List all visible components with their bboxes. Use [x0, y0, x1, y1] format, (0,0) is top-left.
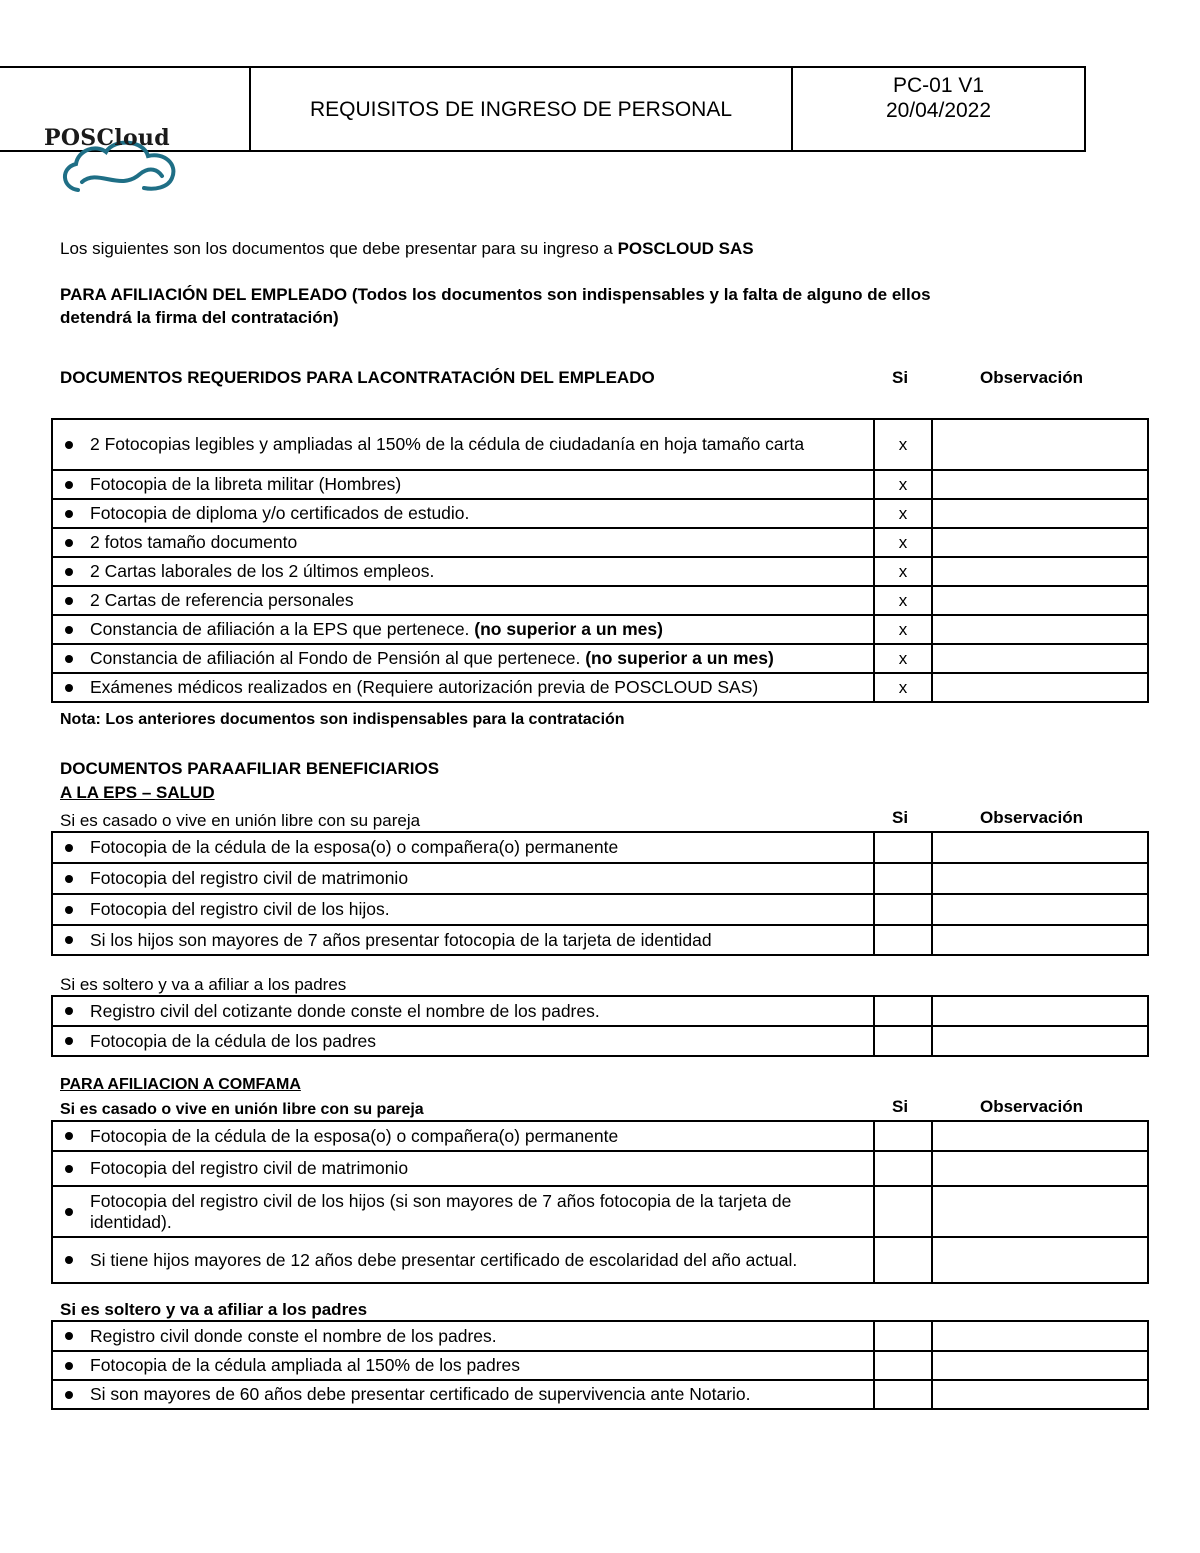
observacion-field[interactable]: [932, 586, 1148, 615]
bullet-icon: [65, 936, 73, 944]
comfama-col-si: Si: [892, 1097, 909, 1116]
observacion-field[interactable]: [932, 499, 1148, 528]
table-row: [52, 499, 1148, 528]
observacion-field[interactable]: [932, 1026, 1148, 1056]
table-row: [52, 1380, 1148, 1409]
row-text-emphasis: (no superior a un mes): [585, 648, 774, 668]
row-text: Fotocopia de la cédula de la esposa(o) o compañera(o) permanente: [90, 837, 619, 857]
table-row: [52, 996, 1148, 1026]
table-row: [52, 894, 1148, 925]
eps-single-label: Si es soltero y va a afiliar a los padres: [60, 975, 347, 994]
row-text: Fotocopia de la cédula ampliada al 150% de los padres: [90, 1355, 521, 1375]
si-checkbox[interactable]: x: [874, 644, 932, 673]
observacion-field[interactable]: [932, 996, 1148, 1026]
table-row: [52, 419, 1148, 470]
observacion-field[interactable]: [932, 1321, 1148, 1351]
table-row: [52, 615, 1148, 644]
eps-section-subheading: A LA EPS – SALUD: [60, 783, 215, 802]
observacion-field[interactable]: [932, 894, 1148, 925]
intro-paragraph: [60, 239, 754, 259]
eps-col-si: Si: [892, 808, 909, 827]
eps-single-table: [51, 995, 1149, 1057]
table-row: [52, 673, 1148, 702]
row-text: Exámenes médicos realizados en (Requiere autorización previa de POSCLOUD SAS): [90, 677, 759, 697]
bullet-icon: [65, 684, 73, 692]
bullet-icon: [65, 568, 73, 576]
observacion-field[interactable]: [932, 528, 1148, 557]
si-checkbox[interactable]: [874, 1121, 932, 1151]
comfama-married-table: [51, 1120, 1149, 1284]
si-checkbox[interactable]: [874, 1237, 932, 1283]
bullet-icon: [65, 1208, 73, 1216]
document-date: 20/04/2022: [885, 99, 992, 122]
row-text: Fotocopia del registro civil de los hijos (si son mayores de 7 años fotocopia de la tarjeta de identidad).: [90, 1190, 792, 1232]
row-text: Si son mayores de 60 años debe presentar certificado de supervivencia ante Notario.: [90, 1384, 751, 1404]
si-checkbox[interactable]: x: [874, 673, 932, 702]
bullet-icon: [65, 1007, 73, 1015]
comfama-col-observacion: Observación: [980, 1097, 1083, 1116]
si-checkbox[interactable]: [874, 996, 932, 1026]
observacion-field[interactable]: [932, 863, 1148, 894]
table-row: [52, 470, 1148, 499]
bullet-icon: [65, 481, 73, 489]
bullet-icon: [65, 1037, 73, 1045]
bullet-icon: [65, 441, 73, 449]
table-row: [52, 1121, 1148, 1151]
row-text: Registro civil del cotizante donde conste el nombre de los padres.: [90, 1000, 600, 1021]
observacion-field[interactable]: [932, 644, 1148, 673]
observacion-field[interactable]: [932, 673, 1148, 702]
affiliation-notice-line2: detendrá la firma del contratación): [60, 308, 339, 327]
bullet-icon: [65, 1391, 73, 1399]
table-row: [52, 863, 1148, 894]
row-text: Fotocopia de diploma y/o certificados de estudio.: [90, 503, 470, 523]
employee-documents-table: [51, 418, 1149, 703]
bullet-icon: [65, 1332, 73, 1340]
si-checkbox[interactable]: x: [874, 528, 932, 557]
row-text: Fotocopia del registro civil de matrimonio: [90, 1158, 409, 1178]
si-checkbox[interactable]: x: [874, 470, 932, 499]
si-checkbox[interactable]: x: [874, 419, 932, 470]
si-checkbox[interactable]: [874, 1186, 932, 1237]
header-code-cell: [793, 66, 1086, 152]
row-text: Si los hijos son mayores de 7 años presentar fotocopia de la tarjeta de identidad: [90, 929, 712, 950]
bullet-icon: [65, 655, 73, 663]
si-checkbox[interactable]: [874, 832, 932, 863]
si-checkbox[interactable]: [874, 1026, 932, 1056]
row-text: Fotocopia de la cédula de los padres: [90, 1030, 377, 1051]
bullet-icon: [65, 539, 73, 547]
si-checkbox[interactable]: [874, 1151, 932, 1186]
row-text-emphasis: (no superior a un mes): [474, 619, 663, 639]
observacion-field[interactable]: [932, 1380, 1148, 1409]
eps-married-label: Si es casado o vive en unión libre con su pareja: [60, 811, 421, 830]
intro-company: POSCLOUD SAS: [617, 239, 754, 258]
observacion-field[interactable]: [932, 1186, 1148, 1237]
observacion-field[interactable]: [932, 1151, 1148, 1186]
table-row: [52, 586, 1148, 615]
bullet-icon: [65, 1132, 73, 1140]
observacion-field[interactable]: [932, 1237, 1148, 1283]
bullet-icon: [65, 906, 73, 914]
si-checkbox[interactable]: [874, 894, 932, 925]
row-text: Fotocopia de la libreta militar (Hombres): [90, 474, 402, 494]
logo-text: POSCloud: [44, 125, 170, 151]
bullet-icon: [65, 510, 73, 518]
eps-section-heading: DOCUMENTOS PARAAFILIAR BENEFICIARIOS: [60, 759, 440, 778]
table-row: [52, 557, 1148, 586]
table-row: [52, 1237, 1148, 1283]
si-checkbox[interactable]: x: [874, 557, 932, 586]
observacion-field[interactable]: [932, 470, 1148, 499]
table-row: [52, 832, 1148, 863]
bullet-icon: [65, 626, 73, 634]
observacion-field[interactable]: [932, 832, 1148, 863]
row-text: 2 fotos tamaño documento: [90, 532, 298, 552]
table-row: [52, 1351, 1148, 1380]
employee-col-si: Si: [892, 368, 909, 387]
document-title: REQUISITOS DE INGRESO DE PERSONAL: [309, 98, 733, 121]
observacion-field[interactable]: [932, 925, 1148, 955]
table-row: [52, 1321, 1148, 1351]
eps-married-table: [51, 831, 1149, 956]
row-text: Registro civil donde conste el nombre de los padres.: [90, 1325, 497, 1346]
table-row: [52, 1026, 1148, 1056]
employee-note: Nota: Los anteriores documentos son indispensables para la contratación: [60, 711, 625, 728]
si-checkbox[interactable]: [874, 925, 932, 955]
observacion-field[interactable]: [932, 419, 1148, 470]
bullet-icon: [65, 1362, 73, 1370]
observacion-field[interactable]: [932, 615, 1148, 644]
table-row: [52, 528, 1148, 557]
bullet-icon: [65, 1165, 73, 1173]
si-checkbox[interactable]: x: [874, 499, 932, 528]
si-checkbox[interactable]: x: [874, 615, 932, 644]
observacion-field[interactable]: [932, 1351, 1148, 1380]
si-checkbox[interactable]: [874, 1351, 932, 1380]
row-text: 2 Cartas laborales de los 2 últimos empleos.: [90, 561, 435, 581]
intro-text: Los siguientes son los documentos que debe presentar para su ingreso a: [60, 239, 613, 258]
eps-col-observacion: Observación: [980, 808, 1083, 827]
comfama-married-label: Si es casado o vive en unión libre con su pareja: [60, 1101, 424, 1118]
table-row: [52, 925, 1148, 955]
row-text: Fotocopia del registro civil de los hijos.: [90, 899, 390, 919]
table-row: [52, 1186, 1148, 1237]
observacion-field[interactable]: [932, 1121, 1148, 1151]
row-text: Fotocopia de la cédula de la esposa(o) o compañera(o) permanente: [90, 1125, 619, 1146]
si-checkbox[interactable]: [874, 1380, 932, 1409]
si-checkbox[interactable]: x: [874, 586, 932, 615]
bullet-icon: [65, 1256, 73, 1264]
si-checkbox[interactable]: [874, 863, 932, 894]
document-code: PC-01 V1: [892, 74, 985, 97]
bullet-icon: [65, 597, 73, 605]
header-logo-cell: [0, 66, 251, 152]
row-text: Constancia de afiliación a la EPS que pertenece.: [90, 619, 475, 639]
bullet-icon: [65, 844, 73, 852]
row-text: Constancia de afiliación al Fondo de Pensión al que pertenece.: [90, 648, 586, 668]
employee-col-observacion: Observación: [980, 368, 1083, 387]
bullet-icon: [65, 875, 73, 883]
comfama-single-table: [51, 1320, 1149, 1410]
row-text: Fotocopia del registro civil de matrimonio: [90, 868, 409, 888]
table-row: [52, 644, 1148, 673]
table-row: [52, 1151, 1148, 1186]
row-text: 2 Fotocopias legibles y ampliadas al 150% de la cédula de ciudadanía en hoja tamaño carta: [90, 434, 805, 454]
si-checkbox[interactable]: [874, 1321, 932, 1351]
employee-section-heading: DOCUMENTOS REQUERIDOS PARA LACONTRATACIÓN DEL EMPLEADO: [60, 368, 655, 387]
header-title-cell: [251, 66, 793, 152]
row-text: Si tiene hijos mayores de 12 años debe presentar certificado de escolaridad del año actual.: [90, 1249, 798, 1270]
affiliation-notice-line1: PARA AFILIACIÓN DEL EMPLEADO (Todos los documentos son indispensables y la falta de alguno de ellos: [60, 285, 931, 304]
comfama-single-label: Si es soltero y va a afiliar a los padres: [60, 1300, 368, 1319]
comfama-section-heading: PARA AFILIACION A COMFAMA: [60, 1076, 301, 1093]
row-text: 2 Cartas de referencia personales: [90, 590, 354, 610]
observacion-field[interactable]: [932, 557, 1148, 586]
